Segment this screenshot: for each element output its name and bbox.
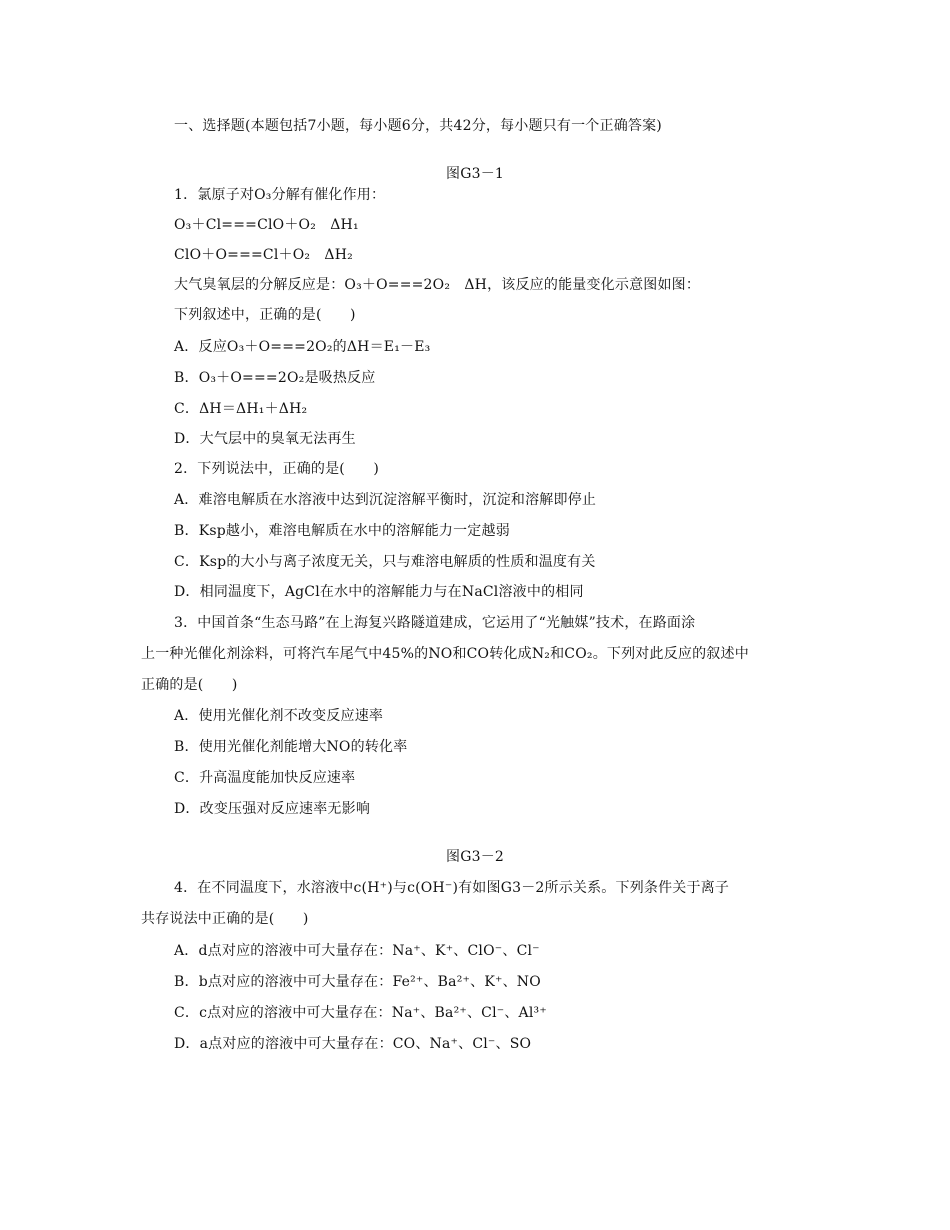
figure-caption-g3-1: 图G3－1 xyxy=(446,166,504,182)
question-4-option-b: B．b点对应的溶液中可大量存在：Fe²⁺、Ba²⁺、K⁺、NO xyxy=(174,974,541,990)
question-4-stem-line-2: 共存说法中正确的是( ) xyxy=(141,911,309,927)
question-3-stem-line-3: 正确的是( ) xyxy=(141,677,238,693)
question-2-option-b: B．Ksp越小，难溶电解质在水中的溶解能力一定越弱 xyxy=(174,523,510,539)
question-1-option-a: A．反应O₃＋O===2O₂的ΔH＝E₁－E₃ xyxy=(174,339,431,355)
question-3-option-d: D．改变压强对反应速率无影响 xyxy=(174,801,371,817)
question-3-option-a: A．使用光催化剂不改变反应速率 xyxy=(174,708,384,724)
question-3-stem-line-1: 3．中国首条“生态马路”在上海复兴路隧道建成，它运用了“光触媒”技术，在路面涂 xyxy=(174,615,696,631)
figure-caption-g3-2: 图G3－2 xyxy=(446,849,504,865)
question-1-option-d: D．大气层中的臭氧无法再生 xyxy=(174,431,356,447)
question-4-option-c: C．c点对应的溶液中可大量存在：Na⁺、Ba²⁺、Cl⁻、Al³⁺ xyxy=(174,1005,547,1021)
question-1-prompt: 下列叙述中，正确的是( ) xyxy=(174,307,356,323)
question-2-option-a: A．难溶电解质在水溶液中达到沉淀溶解平衡时，沉淀和溶解即停止 xyxy=(174,492,597,508)
question-1-equation-1: O₃＋Cl===ClO＋O₂ ΔH₁ xyxy=(174,217,359,233)
question-3-stem-line-2: 上一种光催化剂涂料，可将汽车尾气中45%的NO和CO转化成N₂和CO₂。下列对此反应的叙述中 xyxy=(141,646,749,662)
question-2-option-c: C．Ksp的大小与离子浓度无关，只与难溶电解质的性质和温度有关 xyxy=(174,554,596,570)
question-1-description: 大气臭氧层的分解反应是：O₃＋O===2O₂ ΔH，该反应的能量变化示意图如图： xyxy=(174,277,701,293)
question-1-equation-2: ClO＋O===Cl＋O₂ ΔH₂ xyxy=(174,247,353,263)
question-2-option-d: D．相同温度下，AgCl在水中的溶解能力与在NaCl溶液中的相同 xyxy=(174,584,584,600)
question-1-stem: 1．氯原子对O₃分解有催化作用： xyxy=(174,187,386,203)
question-3-option-c: C．升高温度能加快反应速率 xyxy=(174,770,356,786)
question-4-stem-line-1: 4．在不同温度下，水溶液中c(H⁺)与c(OH⁻)有如图G3－2所示关系。下列条件关于离子 xyxy=(174,880,730,896)
section-title: 一、选择题(本题包括7小题，每小题6分，共42分，每小题只有一个正确答案) xyxy=(174,118,662,134)
question-2-stem: 2．下列说法中，正确的是( ) xyxy=(174,461,380,477)
question-4-option-d: D．a点对应的溶液中可大量存在：CO、Na⁺、Cl⁻、SO xyxy=(174,1036,532,1052)
question-1-option-b: B．O₃＋O===2O₂是吸热反应 xyxy=(174,370,376,386)
question-3-option-b: B．使用光催化剂能增大NO的转化率 xyxy=(174,739,408,755)
question-4-option-a: A．d点对应的溶液中可大量存在：Na⁺、K⁺、ClO⁻、Cl⁻ xyxy=(174,943,540,959)
question-1-option-c: C．ΔH＝ΔH₁＋ΔH₂ xyxy=(174,401,308,417)
